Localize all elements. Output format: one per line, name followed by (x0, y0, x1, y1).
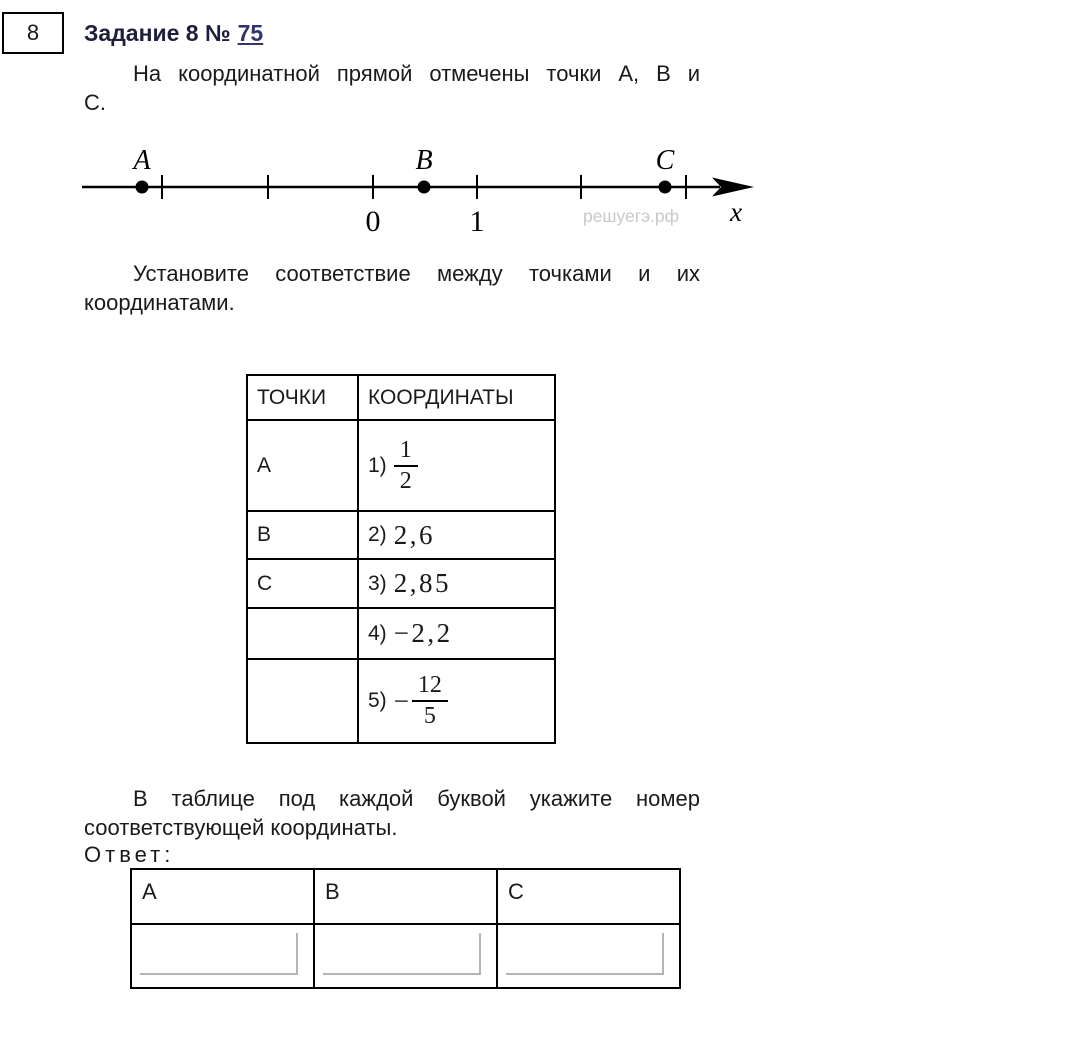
point-c-label: C (655, 145, 675, 176)
point-b-dot (418, 181, 431, 194)
fill-instruction-line2: соответствующей координаты. (84, 815, 398, 840)
match-header-coords: КООРДИНАТЫ (358, 375, 555, 420)
point-cell-a: A (247, 420, 358, 511)
option-marker: 5) (368, 689, 387, 712)
minus-sign: − (393, 685, 409, 716)
task-number-link[interactable]: 75 (237, 20, 264, 46)
option-marker: 3) (368, 571, 387, 595)
coord-option-5 (359, 672, 554, 730)
option-value: −2,2 (393, 618, 453, 648)
table-row (247, 420, 555, 511)
point-b-label: B (415, 145, 433, 176)
coord-option-2 (359, 520, 554, 551)
table-row (247, 608, 555, 659)
option-marker: 1) (368, 453, 387, 477)
coord-option-3 (359, 568, 554, 599)
fraction-one-half: $\frac{1}{2}$ (394, 437, 418, 495)
table-row (247, 659, 555, 743)
task-number-box (2, 12, 64, 54)
coord-option-1 (359, 437, 554, 495)
answer-header-a: A (131, 869, 314, 924)
option-marker: 4) (368, 621, 387, 645)
match-table (246, 374, 556, 744)
answer-input-b[interactable] (323, 933, 481, 975)
tick-label-one: 1 (469, 205, 485, 235)
task-number: 8 (26, 20, 40, 45)
table-row (247, 559, 555, 608)
task-title-text: Задание 8 № (84, 20, 231, 46)
answer-header-row (131, 869, 680, 924)
fraction-twelve-fifths: $\frac{12}{5}$ (412, 672, 448, 730)
fill-instruction-line1: В таблице под каждой буквой укажите номер (133, 786, 700, 811)
answer-input-a[interactable] (140, 933, 298, 975)
answer-input-c[interactable] (506, 933, 664, 975)
answer-table (130, 868, 681, 989)
point-cell-empty (247, 608, 358, 659)
task-title (84, 20, 263, 47)
match-table-header-row (247, 375, 555, 420)
point-a-dot (136, 181, 149, 194)
match-instruction (84, 259, 700, 317)
point-cell-c: C (247, 559, 358, 608)
point-c-dot (659, 181, 672, 194)
answer-label: Ответ: (84, 842, 175, 867)
point-cell-empty (247, 659, 358, 743)
option-value: 2,6 (393, 519, 435, 550)
option-marker: 2) (368, 523, 387, 546)
problem-intro-line2: С. (84, 90, 106, 115)
option-value: 2,85 (393, 568, 451, 598)
problem-intro (84, 59, 700, 117)
table-row (247, 511, 555, 559)
answer-header-b: B (314, 869, 497, 924)
match-instruction-line1: Установите соответствие между точками и их (133, 261, 700, 286)
answer-input-row (131, 924, 680, 988)
fill-instruction (84, 784, 700, 842)
tick-label-zero: 0 (365, 205, 381, 235)
problem-intro-line1: На координатной прямой отмечены точки A, B и (133, 61, 700, 86)
axis-label-x: x (730, 197, 742, 227)
watermark: решуегэ.рф (582, 206, 680, 226)
coord-option-4 (359, 618, 554, 649)
point-a-label: A (133, 145, 151, 176)
answer-header-c: C (497, 869, 680, 924)
match-instruction-line2: координатами. (84, 290, 235, 315)
match-header-points: ТОЧКИ (247, 375, 358, 420)
point-cell-b: B (247, 511, 358, 559)
number-line-figure (60, 135, 760, 235)
